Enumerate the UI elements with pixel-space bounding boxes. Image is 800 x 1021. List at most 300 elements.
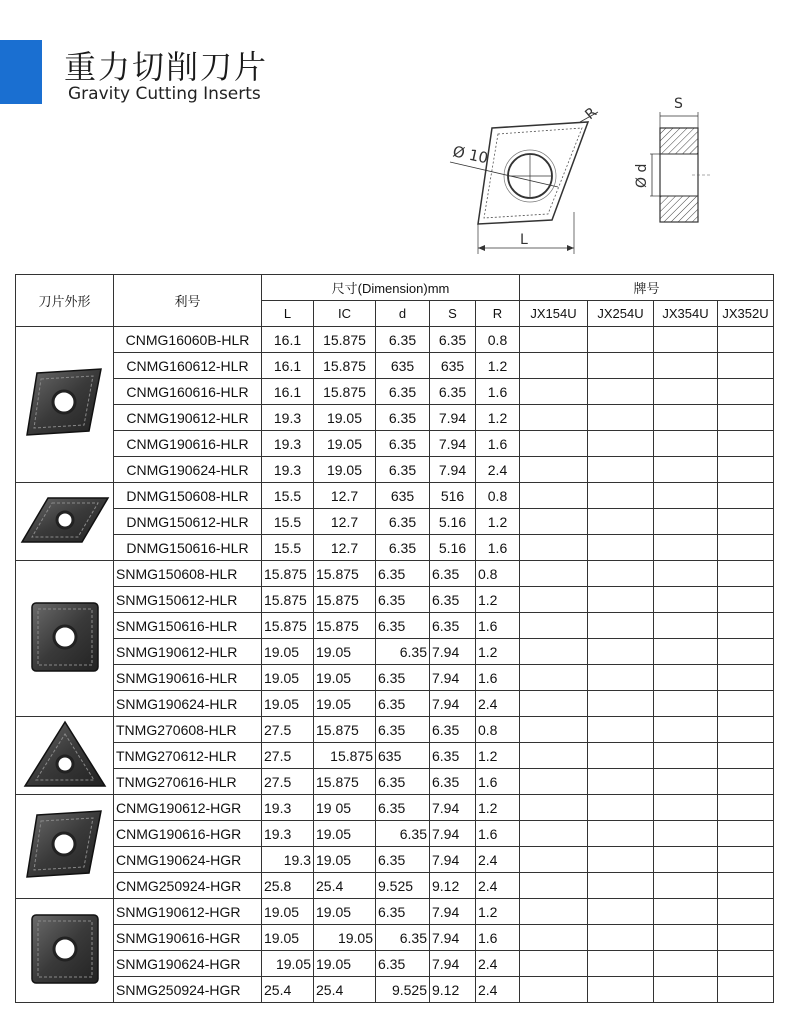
grade-cell [718,431,774,457]
table-row [16,951,774,977]
insert-side-view [650,112,712,222]
dim-cell-r: 1.2 [476,795,520,821]
dim-cell-s: 5.16 [430,535,476,561]
grade-cell [588,379,654,405]
square-insert-icon [16,561,114,717]
grade-cell [520,951,588,977]
grade-cell [718,899,774,925]
dim-cell-r: 0.8 [476,483,520,509]
part-number-cell: CNMG16060B-HLR [114,327,262,353]
dim-cell-l: 27.5 [262,717,314,743]
dim-cell-ic: 25.4 [314,873,376,899]
dim-cell-d: 9.525 [376,977,430,1003]
grade-cell [718,769,774,795]
part-number-cell: TNMG270616-HLR [114,769,262,795]
grade-cell [718,821,774,847]
table-row [16,639,774,665]
dim-cell-s: 7.94 [430,457,476,483]
dim-cell-l: 15.875 [262,587,314,613]
grade-header: 牌号 [520,275,774,301]
table-row [16,379,774,405]
grade-cell [654,405,718,431]
grade-cell [654,899,718,925]
dim-cell-r: 1.6 [476,613,520,639]
part-number-cell: SNMG190624-HLR [114,691,262,717]
part-number-cell: SNMG250924-HGR [114,977,262,1003]
part-number-cell: SNMG190612-HGR [114,899,262,925]
grade-cell [520,847,588,873]
table-row [16,509,774,535]
grade-cell [520,665,588,691]
dim-cell-r: 1.6 [476,379,520,405]
grade-cell [718,405,774,431]
grade-cell [654,535,718,561]
dim-cell-d: 6.35 [376,769,430,795]
dim-cell-s: 6.35 [430,769,476,795]
grade-cell [718,925,774,951]
shape-header: 刀片外形 [16,275,114,327]
grade-cell [520,769,588,795]
dim-cell-d: 6.35 [376,847,430,873]
dim-cell-s: 516 [430,483,476,509]
grade-cell [588,457,654,483]
insert-spec-table [15,274,774,1003]
dim-cell-s: 6.35 [430,561,476,587]
grade-cell [654,821,718,847]
dim-cell-d: 635 [376,743,430,769]
table-row [16,587,774,613]
grade-cell [520,483,588,509]
dim-cell-d: 6.35 [376,509,430,535]
dim-cell-r: 1.6 [476,925,520,951]
grade-cell [654,847,718,873]
grade-cell [520,587,588,613]
grade-cell [588,431,654,457]
dim-cell-ic: 12.7 [314,535,376,561]
rhombus-55-insert-icon [16,483,114,561]
table-row [16,535,774,561]
dim-cell-d: 6.35 [376,951,430,977]
dim-cell-ic: 19.05 [314,665,376,691]
dim-cell-d: 9.525 [376,873,430,899]
part-number-cell: DNMG150616-HLR [114,535,262,561]
dim-cell-r: 2.4 [476,847,520,873]
grade-header-jx352u: JX352U [718,301,774,327]
grade-cell [588,639,654,665]
dim-cell-l: 27.5 [262,743,314,769]
table-row [16,431,774,457]
grade-cell [588,847,654,873]
part-number-cell: SNMG190616-HLR [114,665,262,691]
part-number-cell: CNMG190612-HLR [114,405,262,431]
table-row [16,561,774,587]
grade-cell [520,457,588,483]
grade-cell [588,873,654,899]
grade-cell [520,431,588,457]
grade-cell [588,795,654,821]
dim-cell-s: 6.35 [430,327,476,353]
part-no-header: 利号 [114,275,262,327]
dim-cell-ic: 15.875 [314,769,376,795]
grade-cell [520,639,588,665]
part-number-cell: CNMG250924-HGR [114,873,262,899]
dim-cell-s: 6.35 [430,717,476,743]
dim-cell-d: 6.35 [376,639,430,665]
dim-cell-l: 15.5 [262,535,314,561]
insert-dimension-diagram [440,92,740,262]
dim-cell-l: 19.3 [262,431,314,457]
grade-cell [718,717,774,743]
dim-cell-s: 6.35 [430,743,476,769]
part-number-cell: SNMG150612-HLR [114,587,262,613]
dim-cell-r: 1.2 [476,743,520,769]
table-row [16,821,774,847]
grade-cell [718,743,774,769]
table-row [16,743,774,769]
grade-cell [654,873,718,899]
grade-cell [718,795,774,821]
radius-label: R [582,104,601,124]
grade-cell [520,977,588,1003]
dim-cell-d: 6.35 [376,457,430,483]
grade-cell [588,743,654,769]
dim-cell-ic: 15.875 [314,587,376,613]
grade-cell [654,951,718,977]
col-header-d: d [376,301,430,327]
dim-cell-ic: 15.875 [314,613,376,639]
grade-cell [718,353,774,379]
grade-cell [520,717,588,743]
grade-cell [520,821,588,847]
dim-cell-s: 6.35 [430,613,476,639]
dim-cell-s: 9.12 [430,977,476,1003]
dim-cell-ic: 12.7 [314,509,376,535]
dim-cell-l: 19.05 [262,951,314,977]
grade-cell [588,405,654,431]
grade-cell [718,379,774,405]
dim-cell-r: 1.6 [476,821,520,847]
grade-cell [588,483,654,509]
dim-cell-r: 2.4 [476,977,520,1003]
grade-cell [588,327,654,353]
grade-cell [520,873,588,899]
dim-cell-s: 5.16 [430,509,476,535]
grade-header-jx354u: JX354U [654,301,718,327]
dim-cell-r: 2.4 [476,873,520,899]
diameter-label: Ø 10 [451,142,490,168]
part-number-cell: DNMG150612-HLR [114,509,262,535]
dim-cell-ic: 19.05 [314,821,376,847]
dim-cell-s: 7.94 [430,925,476,951]
dim-cell-d: 6.35 [376,691,430,717]
dim-cell-ic: 15.875 [314,717,376,743]
dim-cell-d: 6.35 [376,587,430,613]
col-header-L: L [262,301,314,327]
accent-bar [0,40,42,104]
grade-header-jx154u: JX154U [520,301,588,327]
dim-cell-l: 25.8 [262,873,314,899]
col-header-IC: IC [314,301,376,327]
grade-cell [654,639,718,665]
grade-cell [654,977,718,1003]
grade-cell [654,431,718,457]
table-row [16,327,774,353]
table-row [16,977,774,1003]
grade-cell [654,717,718,743]
part-number-cell: CNMG190616-HGR [114,821,262,847]
dim-cell-d: 6.35 [376,899,430,925]
dim-cell-ic: 12.7 [314,483,376,509]
dim-cell-l: 19.05 [262,691,314,717]
table-row [16,405,774,431]
grade-cell [654,587,718,613]
grade-cell [718,639,774,665]
grade-cell [654,379,718,405]
grade-cell [520,613,588,639]
table-row [16,353,774,379]
dim-cell-ic: 19.05 [314,847,376,873]
dim-cell-ic: 19.05 [314,457,376,483]
dim-cell-l: 19.05 [262,899,314,925]
dim-cell-l: 19.3 [262,795,314,821]
dimension-header: 尺寸(Dimension)mm [262,275,520,301]
dim-cell-r: 0.8 [476,561,520,587]
dim-cell-ic: 15.875 [314,353,376,379]
dim-cell-l: 15.875 [262,561,314,587]
grade-cell [654,665,718,691]
grade-cell [588,925,654,951]
dim-cell-s: 7.94 [430,795,476,821]
table-row [16,873,774,899]
thickness-label: S [674,96,683,112]
dim-cell-d: 6.35 [376,613,430,639]
dim-cell-r: 0.8 [476,327,520,353]
dim-cell-r: 1.2 [476,509,520,535]
dim-cell-d: 6.35 [376,561,430,587]
dim-cell-s: 7.94 [430,821,476,847]
part-number-cell: SNMG150608-HLR [114,561,262,587]
grade-cell [588,691,654,717]
part-number-cell: CNMG190624-HGR [114,847,262,873]
dim-cell-l: 19.05 [262,639,314,665]
triangle-insert-icon [16,717,114,795]
dim-cell-d: 6.35 [376,821,430,847]
grade-cell [718,613,774,639]
dim-cell-d: 6.35 [376,431,430,457]
dim-cell-s: 6.35 [430,587,476,613]
page-title: 重力切削刀片 [64,48,269,86]
dim-cell-r: 0.8 [476,717,520,743]
dim-cell-d: 6.35 [376,327,430,353]
grade-cell [588,561,654,587]
grade-cell [654,769,718,795]
dim-cell-l: 16.1 [262,379,314,405]
table-row [16,769,774,795]
dim-cell-s: 7.94 [430,847,476,873]
square-insert-icon [16,899,114,1003]
grade-cell [718,327,774,353]
grade-cell [654,353,718,379]
grade-cell [718,457,774,483]
table-row [16,899,774,925]
grade-cell [588,977,654,1003]
dim-cell-ic: 15.875 [314,743,376,769]
table-row [16,457,774,483]
dim-cell-l: 19.05 [262,925,314,951]
grade-cell [654,613,718,639]
dim-cell-d: 6.35 [376,665,430,691]
grade-cell [520,535,588,561]
dim-cell-ic: 19.05 [314,691,376,717]
dim-cell-l: 15.5 [262,483,314,509]
grade-cell [654,457,718,483]
grade-cell [654,795,718,821]
part-number-cell: CNMG160616-HLR [114,379,262,405]
grade-cell [718,561,774,587]
grade-cell [654,743,718,769]
dim-cell-d: 6.35 [376,925,430,951]
dim-cell-l: 15.875 [262,613,314,639]
page-subtitle: Gravity Cutting Inserts [68,84,261,104]
dim-cell-s: 7.94 [430,691,476,717]
table-row [16,665,774,691]
dim-cell-d: 635 [376,483,430,509]
part-number-cell: CNMG160612-HLR [114,353,262,379]
grade-cell [654,561,718,587]
dim-cell-r: 1.2 [476,405,520,431]
grade-cell [588,899,654,925]
spec-table-body [16,327,774,1003]
grade-cell [588,353,654,379]
dim-cell-r: 2.4 [476,951,520,977]
grade-cell [718,483,774,509]
dim-cell-r: 1.6 [476,431,520,457]
dim-cell-r: 2.4 [476,457,520,483]
grade-cell [654,327,718,353]
grade-cell [520,353,588,379]
grade-cell [654,691,718,717]
dim-cell-r: 1.2 [476,587,520,613]
dim-cell-s: 7.94 [430,431,476,457]
dim-cell-s: 9.12 [430,873,476,899]
dim-cell-ic: 19.05 [314,639,376,665]
dim-cell-r: 1.6 [476,769,520,795]
table-row [16,847,774,873]
dim-cell-d: 635 [376,353,430,379]
dim-cell-l: 27.5 [262,769,314,795]
hole-diameter-label: Ø d [634,163,650,188]
grade-cell [654,509,718,535]
part-number-cell: CNMG190612-HGR [114,795,262,821]
dim-cell-r: 1.2 [476,899,520,925]
dim-cell-s: 6.35 [430,379,476,405]
col-header-R: R [476,301,520,327]
dim-cell-l: 16.1 [262,327,314,353]
dim-cell-d: 6.35 [376,795,430,821]
table-row [16,483,774,509]
grade-cell [588,613,654,639]
rhombus-80-insert-icon [16,327,114,483]
grade-header-jx254u: JX254U [588,301,654,327]
dim-cell-l: 19.05 [262,665,314,691]
dim-cell-ic: 19 05 [314,795,376,821]
dim-cell-d: 6.35 [376,717,430,743]
grade-cell [588,821,654,847]
dim-cell-l: 19.3 [262,847,314,873]
part-number-cell: TNMG270608-HLR [114,717,262,743]
dim-cell-ic: 15.875 [314,327,376,353]
dim-cell-ic: 19.05 [314,431,376,457]
dim-cell-r: 1.6 [476,535,520,561]
dim-cell-l: 25.4 [262,977,314,1003]
dim-cell-r: 1.2 [476,639,520,665]
table-row [16,795,774,821]
grade-cell [520,925,588,951]
dim-cell-r: 1.6 [476,665,520,691]
grade-cell [654,483,718,509]
grade-cell [588,535,654,561]
grade-cell [588,951,654,977]
grade-cell [520,379,588,405]
dim-cell-ic: 19.05 [314,951,376,977]
part-number-cell: CNMG190624-HLR [114,457,262,483]
grade-cell [718,873,774,899]
dim-cell-r: 1.2 [476,353,520,379]
dim-cell-ic: 19.05 [314,899,376,925]
grade-cell [718,587,774,613]
dim-cell-d: 6.35 [376,379,430,405]
dim-cell-ic: 19.05 [314,925,376,951]
dim-cell-ic: 15.875 [314,561,376,587]
dim-cell-ic: 25.4 [314,977,376,1003]
dim-cell-s: 7.94 [430,665,476,691]
part-number-cell: CNMG190616-HLR [114,431,262,457]
grade-cell [718,691,774,717]
table-row [16,717,774,743]
dim-cell-ic: 19.05 [314,405,376,431]
part-number-cell: SNMG190624-HGR [114,951,262,977]
dim-cell-l: 19.3 [262,405,314,431]
grade-cell [520,691,588,717]
dim-cell-l: 15.5 [262,509,314,535]
part-number-cell: DNMG150608-HLR [114,483,262,509]
grade-cell [588,509,654,535]
grade-cell [654,925,718,951]
dim-cell-l: 19.3 [262,457,314,483]
part-number-cell: SNMG190612-HLR [114,639,262,665]
grade-cell [718,977,774,1003]
part-number-cell: SNMG150616-HLR [114,613,262,639]
part-number-cell: TNMG270612-HLR [114,743,262,769]
grade-cell [718,951,774,977]
col-header-S: S [430,301,476,327]
dim-cell-s: 635 [430,353,476,379]
dim-cell-ic: 15.875 [314,379,376,405]
table-row [16,691,774,717]
dim-cell-l: 16.1 [262,353,314,379]
grade-cell [520,509,588,535]
length-label: L [520,232,528,248]
rhombus-80-insert-icon [16,795,114,899]
dim-cell-s: 7.94 [430,405,476,431]
dim-cell-d: 6.35 [376,535,430,561]
grade-cell [588,587,654,613]
part-number-cell: SNMG190616-HGR [114,925,262,951]
dim-cell-s: 7.94 [430,899,476,925]
table-row [16,925,774,951]
dim-cell-r: 2.4 [476,691,520,717]
grade-cell [520,405,588,431]
